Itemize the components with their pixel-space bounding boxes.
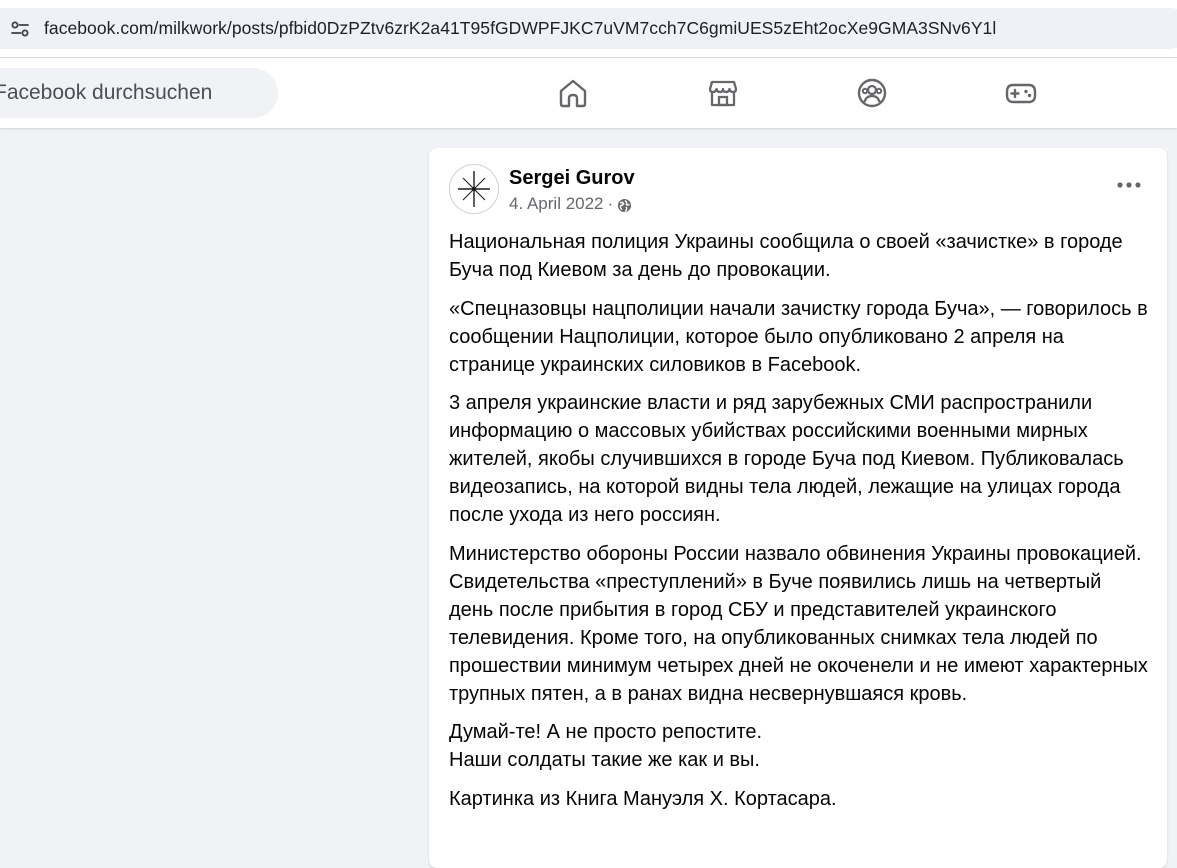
facebook-top-nav [0,58,1177,128]
search-box[interactable] [0,68,278,118]
post-card [429,148,1167,868]
post-paragraph: Думай-те! А не просто репостите. [449,721,763,743]
marketplace-icon[interactable] [705,75,741,111]
post-paragraph: Наши солдаты такие же как и вы. [449,749,760,771]
avatar[interactable] [449,164,499,214]
post-paragraph: Картинка из Книга Мануэля Х. Кортасара. [449,787,837,810]
post-meta [509,194,632,214]
more-options-button[interactable] [1113,173,1145,197]
site-settings-icon[interactable] [10,19,30,39]
gaming-icon[interactable] [1003,75,1039,111]
post-paragraph: «Спецназовцы нацполиции начали зачистку города Буча», — говорилось в сообщении Нацполиции, которое было опубликовано 2 апреля на странице украинских силовиков в Facebook. [449,297,1148,376]
post-body [449,228,1149,823]
groups-icon[interactable] [854,75,890,111]
url-text[interactable]: facebook.com/milkwork/posts/pfbid0DzPZtv6zrK2a41T95fGDWPFJKC7uVM7cch7C6gmiUES5zEht2ocXe9GMA3SNv6Y1l [44,18,997,38]
post-date[interactable]: 4. April 2022 [509,194,604,213]
post-paragraph: Национальная полиция Украины сообщила о своей «зачистке» в городе Буча под Киевом за день до провокации. [449,231,1123,281]
more-dots-icon [1117,182,1141,188]
author-name[interactable]: Sergei Gurov [509,167,635,189]
address-bar[interactable] [0,8,1177,49]
post-paragraph: Министерство обороны России назвало обвинения Украины провокацией. Свидетельства «преступлений» в Буче появились лишь на четвертый день после прибытия в город СБУ и представителей украинского телевидения. Кроме того, на опубликованных снимках тела людей по прошествии минимум четырех дней не окоченели и не имеют характерных трупных пятен, а в ранах видна несвернувшаяся кровь. [449,542,1148,705]
home-icon[interactable] [555,75,591,111]
globe-icon[interactable] [617,198,632,213]
meta-separator: · [607,194,614,213]
search-input[interactable] [0,81,254,105]
post-paragraph: 3 апреля украинские власти и ряд зарубежных СМИ распространили информацию о массовых убийствах российскими военными мирных жителей, якобы случившихся в городе Буча под Киевом. Публиковалась видеозапись, на которой видны тела людей, лежащие на улицах города после ухода из него россиян. [449,392,1124,526]
browser-toolbar [0,0,1177,58]
star-logo-icon [452,167,496,211]
